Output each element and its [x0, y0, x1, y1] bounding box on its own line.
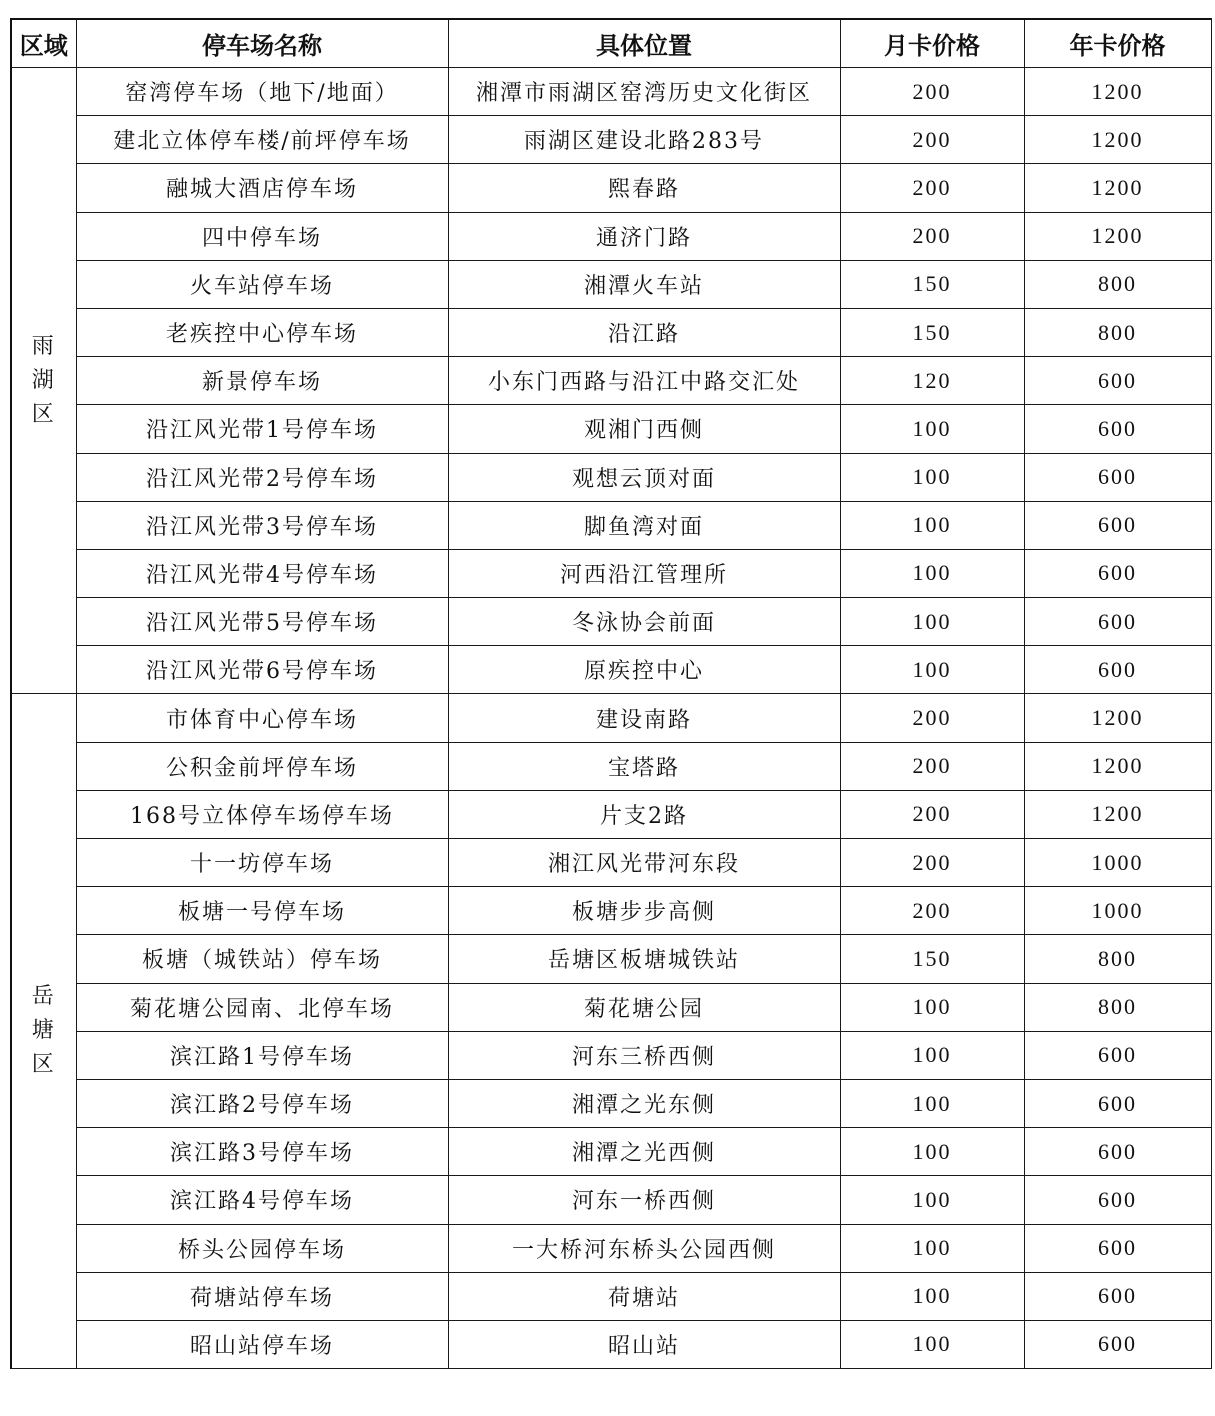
header-yearly-price: 年卡价格: [1024, 19, 1211, 68]
yearly-price-cell: 1200: [1024, 164, 1211, 212]
monthly-price-cell: 200: [840, 790, 1024, 838]
lot-name-cell: 融城大酒店停车场: [76, 164, 448, 212]
monthly-price-cell: 150: [840, 935, 1024, 983]
yearly-price-cell: 600: [1024, 1176, 1211, 1224]
location-cell: 冬泳协会前面: [448, 598, 840, 646]
location-cell: 通济门路: [448, 212, 840, 260]
table-row: [11, 405, 1211, 453]
location-cell: 湘潭市雨湖区窑湾历史文化街区: [448, 68, 840, 116]
lot-name-cell: 沿江风光带4号停车场: [76, 549, 448, 597]
table-row: [11, 742, 1211, 790]
monthly-price-cell: 100: [840, 1128, 1024, 1176]
location-cell: 观想云顶对面: [448, 453, 840, 501]
yearly-price-cell: 1200: [1024, 212, 1211, 260]
yearly-price-cell: 1200: [1024, 742, 1211, 790]
table-body: [11, 68, 1211, 1369]
header-row: [11, 19, 1211, 68]
lot-name-cell: 四中停车场: [76, 212, 448, 260]
table-row: [11, 501, 1211, 549]
header-lot-name: 停车场名称: [76, 19, 448, 68]
lot-name-cell: 建北立体停车楼/前坪停车场: [76, 116, 448, 164]
location-cell: 菊花塘公园: [448, 983, 840, 1031]
yearly-price-cell: 600: [1024, 501, 1211, 549]
table-row: [11, 1128, 1211, 1176]
table-row: [11, 983, 1211, 1031]
location-cell: 湘江风光带河东段: [448, 839, 840, 887]
location-cell: 小东门西路与沿江中路交汇处: [448, 357, 840, 405]
lot-name-cell: 火车站停车场: [76, 260, 448, 308]
lot-name-cell: 荷塘站停车场: [76, 1272, 448, 1320]
lot-name-cell: 滨江路1号停车场: [76, 1031, 448, 1079]
monthly-price-cell: 200: [840, 887, 1024, 935]
lot-name-cell: 沿江风光带1号停车场: [76, 405, 448, 453]
location-cell: 河东一桥西侧: [448, 1176, 840, 1224]
location-cell: 河西沿江管理所: [448, 549, 840, 597]
table-row: [11, 839, 1211, 887]
location-cell: 板塘步步高侧: [448, 887, 840, 935]
location-cell: 建设南路: [448, 694, 840, 742]
table-row: [11, 694, 1211, 742]
monthly-price-cell: 100: [840, 453, 1024, 501]
lot-name-cell: 窑湾停车场（地下/地面）: [76, 68, 448, 116]
yearly-price-cell: 600: [1024, 1224, 1211, 1272]
location-cell: 湘潭之光东侧: [448, 1079, 840, 1127]
yearly-price-cell: 1200: [1024, 68, 1211, 116]
lot-name-cell: 公积金前坪停车场: [76, 742, 448, 790]
location-cell: 片支2路: [448, 790, 840, 838]
table-row: [11, 549, 1211, 597]
table-row: [11, 357, 1211, 405]
yearly-price-cell: 1200: [1024, 694, 1211, 742]
lot-name-cell: 沿江风光带3号停车场: [76, 501, 448, 549]
table-row: [11, 308, 1211, 356]
yearly-price-cell: 600: [1024, 357, 1211, 405]
yearly-price-cell: 600: [1024, 1031, 1211, 1079]
yearly-price-cell: 600: [1024, 598, 1211, 646]
table-row: [11, 1224, 1211, 1272]
location-cell: 原疾控中心: [448, 646, 840, 694]
yearly-price-cell: 600: [1024, 646, 1211, 694]
location-cell: 观湘门西侧: [448, 405, 840, 453]
monthly-price-cell: 100: [840, 1224, 1024, 1272]
monthly-price-cell: 200: [840, 116, 1024, 164]
location-cell: 熙春路: [448, 164, 840, 212]
monthly-price-cell: 200: [840, 742, 1024, 790]
monthly-price-cell: 100: [840, 1320, 1024, 1368]
yearly-price-cell: 800: [1024, 308, 1211, 356]
yearly-price-cell: 800: [1024, 983, 1211, 1031]
monthly-price-cell: 200: [840, 839, 1024, 887]
yearly-price-cell: 600: [1024, 1320, 1211, 1368]
monthly-price-cell: 100: [840, 549, 1024, 597]
location-cell: 岳塘区板塘城铁站: [448, 935, 840, 983]
monthly-price-cell: 100: [840, 501, 1024, 549]
lot-name-cell: 沿江风光带2号停车场: [76, 453, 448, 501]
lot-name-cell: 板塘一号停车场: [76, 887, 448, 935]
location-cell: 雨湖区建设北路283号: [448, 116, 840, 164]
lot-name-cell: 滨江路2号停车场: [76, 1079, 448, 1127]
yearly-price-cell: 800: [1024, 260, 1211, 308]
monthly-price-cell: 100: [840, 983, 1024, 1031]
monthly-price-cell: 200: [840, 694, 1024, 742]
table-row: [11, 1320, 1211, 1368]
table-row: [11, 598, 1211, 646]
region-cell: 雨 湖 区: [11, 68, 76, 694]
location-cell: 脚鱼湾对面: [448, 501, 840, 549]
monthly-price-cell: 120: [840, 357, 1024, 405]
yearly-price-cell: 600: [1024, 405, 1211, 453]
table-row: [11, 164, 1211, 212]
table-row: [11, 1176, 1211, 1224]
lot-name-cell: 十一坊停车场: [76, 839, 448, 887]
monthly-price-cell: 200: [840, 68, 1024, 116]
location-cell: 湘潭之光西侧: [448, 1128, 840, 1176]
lot-name-cell: 新景停车场: [76, 357, 448, 405]
location-cell: 昭山站: [448, 1320, 840, 1368]
monthly-price-cell: 100: [840, 1031, 1024, 1079]
lot-name-cell: 滨江路4号停车场: [76, 1176, 448, 1224]
yearly-price-cell: 600: [1024, 1079, 1211, 1127]
monthly-price-cell: 200: [840, 212, 1024, 260]
table-row: [11, 212, 1211, 260]
monthly-price-cell: 100: [840, 646, 1024, 694]
location-cell: 河东三桥西侧: [448, 1031, 840, 1079]
lot-name-cell: 昭山站停车场: [76, 1320, 448, 1368]
lot-name-cell: 168号立体停车场停车场: [76, 790, 448, 838]
monthly-price-cell: 100: [840, 1176, 1024, 1224]
location-cell: 荷塘站: [448, 1272, 840, 1320]
table-row: [11, 68, 1211, 116]
yearly-price-cell: 1000: [1024, 839, 1211, 887]
table-row: [11, 790, 1211, 838]
location-cell: 湘潭火车站: [448, 260, 840, 308]
location-cell: 一大桥河东桥头公园西侧: [448, 1224, 840, 1272]
table-row: [11, 116, 1211, 164]
table-row: [11, 887, 1211, 935]
lot-name-cell: 滨江路3号停车场: [76, 1128, 448, 1176]
monthly-price-cell: 150: [840, 260, 1024, 308]
yearly-price-cell: 1200: [1024, 790, 1211, 838]
lot-name-cell: 板塘（城铁站）停车场: [76, 935, 448, 983]
lot-name-cell: 老疾控中心停车场: [76, 308, 448, 356]
yearly-price-cell: 600: [1024, 453, 1211, 501]
lot-name-cell: 市体育中心停车场: [76, 694, 448, 742]
header-location: 具体位置: [448, 19, 840, 68]
monthly-price-cell: 200: [840, 164, 1024, 212]
monthly-price-cell: 100: [840, 598, 1024, 646]
lot-name-cell: 桥头公园停车场: [76, 1224, 448, 1272]
lot-name-cell: 沿江风光带6号停车场: [76, 646, 448, 694]
table-row: [11, 260, 1211, 308]
monthly-price-cell: 100: [840, 405, 1024, 453]
table-row: [11, 1079, 1211, 1127]
monthly-price-cell: 100: [840, 1272, 1024, 1320]
location-cell: 沿江路: [448, 308, 840, 356]
yearly-price-cell: 600: [1024, 549, 1211, 597]
table-row: [11, 453, 1211, 501]
table-row: [11, 1031, 1211, 1079]
header-monthly-price: 月卡价格: [840, 19, 1024, 68]
yearly-price-cell: 800: [1024, 935, 1211, 983]
yearly-price-cell: 600: [1024, 1128, 1211, 1176]
header-region: 区域: [11, 19, 76, 68]
yearly-price-cell: 1200: [1024, 116, 1211, 164]
monthly-price-cell: 100: [840, 1079, 1024, 1127]
yearly-price-cell: 600: [1024, 1272, 1211, 1320]
lot-name-cell: 沿江风光带5号停车场: [76, 598, 448, 646]
region-cell: 岳 塘 区: [11, 694, 76, 1369]
table-row: [11, 935, 1211, 983]
table-row: [11, 646, 1211, 694]
table-row: [11, 1272, 1211, 1320]
location-cell: 宝塔路: [448, 742, 840, 790]
monthly-price-cell: 150: [840, 308, 1024, 356]
lot-name-cell: 菊花塘公园南、北停车场: [76, 983, 448, 1031]
parking-price-table: [10, 18, 1212, 1369]
yearly-price-cell: 1000: [1024, 887, 1211, 935]
